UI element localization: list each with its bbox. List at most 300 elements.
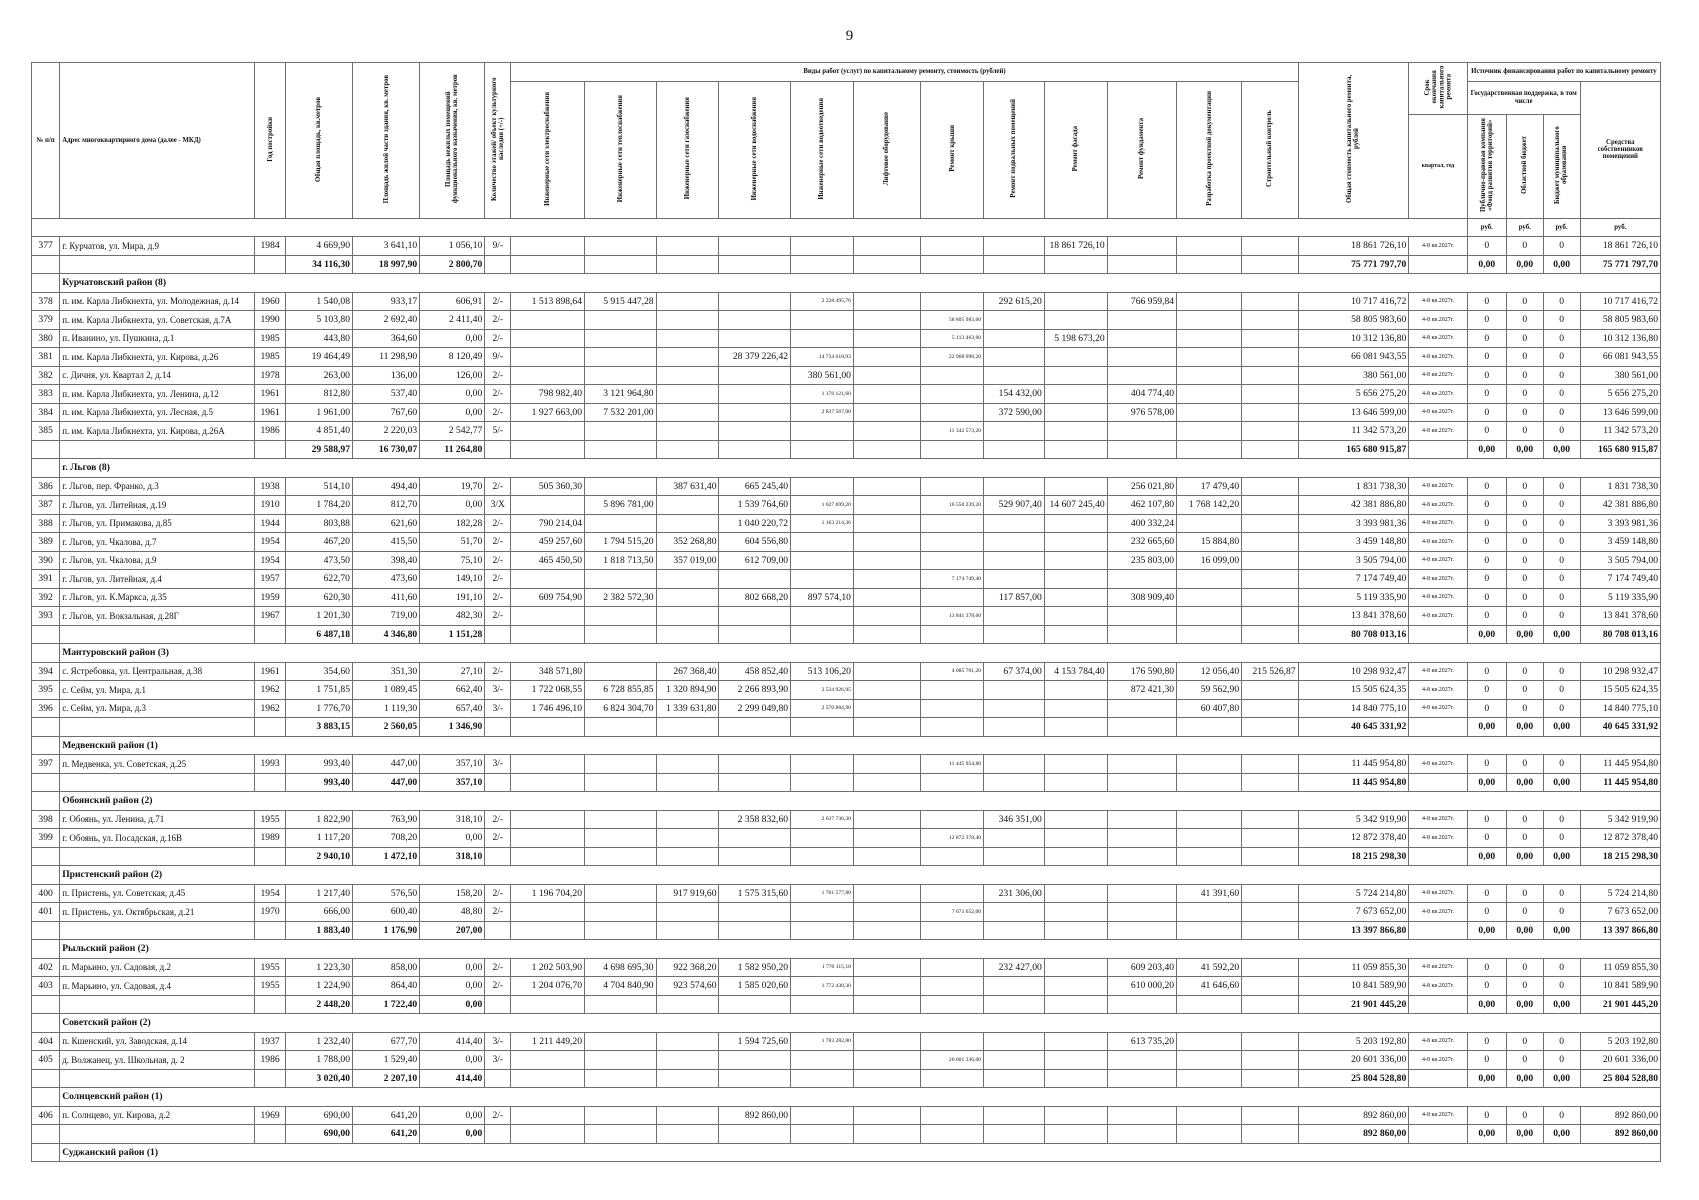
row-work-cost: 154 432,00 [984, 385, 1045, 404]
empty-cell [984, 255, 1045, 274]
row-work-cost: 462 107,80 [1107, 496, 1176, 515]
row-work-cost [1044, 366, 1107, 385]
row-work-cost [719, 385, 791, 404]
district-row [32, 1143, 1661, 1162]
empty-cell [1177, 995, 1242, 1014]
row-address: г. Льгов, пер. Франко, д.3 [60, 477, 255, 496]
subtotal-cost: 80 708 013,16 [1298, 625, 1409, 644]
row-work-cost [921, 1032, 984, 1051]
row-total-area: 1 784,20 [285, 496, 352, 515]
row-work-cost [1107, 366, 1176, 385]
row-work-cost [1107, 699, 1176, 718]
empty-cell [32, 255, 60, 274]
row-term: 4-8 кв.2027г. [1409, 292, 1468, 311]
row-number: 395 [32, 681, 60, 700]
row-fund-municipal: 0 [1543, 1032, 1580, 1051]
row-work-cost [1242, 829, 1299, 848]
row-work-cost [984, 237, 1045, 256]
row-total-cost: 5 203 192,80 [1298, 1032, 1409, 1051]
subtotal-row [32, 1125, 1661, 1144]
row-work-cost [853, 348, 920, 367]
row-total-area: 443,80 [285, 329, 352, 348]
row-owners-funds: 1 831 738,30 [1580, 477, 1660, 496]
row-floors: 2/- [485, 958, 511, 977]
row-fund-ppk: 0 [1467, 385, 1506, 404]
row-work-cost: 1 585 020,60 [719, 977, 791, 996]
row-year: 1993 [255, 755, 285, 774]
row-work-cost: 976 578,00 [1107, 403, 1176, 422]
table-row [32, 977, 1661, 996]
empty-cell [791, 995, 854, 1014]
row-work-cost [656, 1032, 719, 1051]
row-total-area: 1 223,30 [285, 958, 352, 977]
row-work-cost: 1 770 115,10 [791, 958, 854, 977]
subtotal-owners-funds: 21 901 445,20 [1580, 995, 1660, 1014]
row-work-cost [1242, 958, 1299, 977]
empty-cell [656, 921, 719, 940]
row-nonres-area: 48,80 [420, 903, 485, 922]
table-row [32, 385, 1661, 404]
row-floors: 3/- [485, 1051, 511, 1070]
empty-cell [32, 1069, 60, 1088]
subtotal-fund-ppk: 0,00 [1467, 847, 1506, 866]
row-fund-municipal: 0 [1543, 607, 1580, 626]
row-work-cost: 232 427,00 [984, 958, 1045, 977]
subtotal-fund-municipal: 0,00 [1543, 625, 1580, 644]
empty-cell [719, 847, 791, 866]
row-work-cost [791, 1051, 854, 1070]
col-work-facade-header: Ремонт фасада [1044, 81, 1107, 218]
row-fund-ppk: 0 [1467, 533, 1506, 552]
row-work-cost [1177, 311, 1242, 330]
row-work-cost [791, 903, 854, 922]
row-work-cost [1242, 903, 1299, 922]
row-work-cost: 1 594 725,60 [719, 1032, 791, 1051]
row-term: 4-8 кв.2027г. [1409, 1051, 1468, 1070]
col-work-gas-header: Инженерные сети газоснабжения [656, 81, 719, 218]
row-floors: 2/- [485, 329, 511, 348]
row-work-cost [853, 1032, 920, 1051]
row-fund-region: 0 [1506, 366, 1543, 385]
subtotal-fund-ppk: 0,00 [1467, 255, 1506, 274]
empty-cell [1177, 1125, 1242, 1144]
row-work-cost: 2 299 049,80 [719, 699, 791, 718]
row-work-cost [984, 977, 1045, 996]
district-row [32, 459, 1661, 478]
empty-cell [32, 736, 60, 755]
row-work-cost [1177, 829, 1242, 848]
row-owners-funds: 3 393 981,36 [1580, 514, 1660, 533]
row-term: 4-8 кв.2027г. [1409, 1032, 1468, 1051]
row-work-cost [1107, 422, 1176, 441]
row-term: 4-8 кв.2027г. [1409, 237, 1468, 256]
subtotal-fund-municipal: 0,00 [1543, 255, 1580, 274]
row-work-cost: 235 803,00 [1107, 551, 1176, 570]
row-work-cost [1044, 477, 1107, 496]
row-work-cost [853, 570, 920, 589]
subtotal-nonres-area: 414,40 [420, 1069, 485, 1088]
empty-cell [1044, 995, 1107, 1014]
row-address: п. Медвенка, ул. Советская, д.25 [60, 755, 255, 774]
subtotal-nonres-area: 357,10 [420, 773, 485, 792]
row-living-area: 473,60 [352, 570, 419, 589]
row-work-cost: 387 631,40 [656, 477, 719, 496]
subtotal-living-area: 4 346,80 [352, 625, 419, 644]
row-work-cost [656, 514, 719, 533]
empty-cell [1044, 440, 1107, 459]
row-work-cost: 609 203,40 [1107, 958, 1176, 977]
col-floors-header: Количество этажей/ объект культурного наследия (+/-) [485, 63, 511, 219]
subtotal-owners-funds: 18 215 298,30 [1580, 847, 1660, 866]
col-work-sewer-header: Инженерные сети водоотведения [791, 81, 854, 218]
row-work-cost: 372 590,00 [984, 403, 1045, 422]
table-row [32, 403, 1661, 422]
row-fund-ppk: 0 [1467, 366, 1506, 385]
row-address: с. Сейм, ул. Мира, д.1 [60, 681, 255, 700]
table-row [32, 1051, 1661, 1070]
row-work-cost: 3 121 964,80 [585, 385, 657, 404]
row-work-cost [511, 1051, 585, 1070]
row-total-cost: 13 841 378,60 [1298, 607, 1409, 626]
table-row [32, 1106, 1661, 1125]
row-work-cost [585, 884, 657, 903]
row-term: 4-8 кв.2027г. [1409, 348, 1468, 367]
row-living-area: 364,60 [352, 329, 419, 348]
empty-cell [1177, 1069, 1242, 1088]
row-work-cost [1107, 755, 1176, 774]
row-term: 4-8 кв.2027г. [1409, 496, 1468, 515]
row-work-cost: 2 266 893,90 [719, 681, 791, 700]
row-work-cost [1177, 366, 1242, 385]
row-work-cost [1177, 810, 1242, 829]
row-floors: 3/- [485, 681, 511, 700]
empty-cell [853, 1125, 920, 1144]
row-total-cost: 3 393 981,36 [1298, 514, 1409, 533]
row-work-cost [984, 755, 1045, 774]
row-work-cost [1242, 884, 1299, 903]
row-work-cost [1107, 607, 1176, 626]
row-total-cost: 58 805 983,60 [1298, 311, 1409, 330]
row-work-cost [656, 607, 719, 626]
row-year: 1954 [255, 533, 285, 552]
empty-cell [984, 1069, 1045, 1088]
empty-cell [656, 255, 719, 274]
row-work-cost [656, 829, 719, 848]
row-work-cost: 58 805 983,60 [921, 311, 984, 330]
row-nonres-area: 182,28 [420, 514, 485, 533]
empty-cell [1107, 440, 1176, 459]
row-work-cost: 2 534 926,95 [791, 681, 854, 700]
row-fund-region: 0 [1506, 348, 1543, 367]
subtotal-row [32, 440, 1661, 459]
subtotal-fund-region: 0,00 [1506, 1069, 1543, 1088]
unit-rub: руб. [1543, 218, 1580, 237]
row-fund-region: 0 [1506, 607, 1543, 626]
row-fund-region: 0 [1506, 551, 1543, 570]
empty-cell [511, 718, 585, 737]
row-nonres-area: 0,00 [420, 829, 485, 848]
row-work-cost [1242, 681, 1299, 700]
row-work-cost: 231 306,00 [984, 884, 1045, 903]
empty-cell [1409, 718, 1468, 737]
row-number: 405 [32, 1051, 60, 1070]
row-work-cost [585, 422, 657, 441]
row-work-cost [585, 570, 657, 589]
row-fund-region: 0 [1506, 588, 1543, 607]
row-living-area: 864,40 [352, 977, 419, 996]
empty-cell [1044, 773, 1107, 792]
row-fund-region: 0 [1506, 385, 1543, 404]
empty-cell [853, 921, 920, 940]
row-address: п. им. Карла Либкнехта, ул. Лесная, д.5 [60, 403, 255, 422]
row-owners-funds: 7 174 749,40 [1580, 570, 1660, 589]
row-work-cost [1044, 311, 1107, 330]
empty-cell [1107, 625, 1176, 644]
row-work-cost [1177, 607, 1242, 626]
row-work-cost [1044, 699, 1107, 718]
row-work-cost [853, 607, 920, 626]
row-work-cost: 798 982,40 [511, 385, 585, 404]
empty-cell [511, 1125, 585, 1144]
row-owners-funds: 5 656 275,20 [1580, 385, 1660, 404]
subtotal-fund-region: 0,00 [1506, 847, 1543, 866]
row-work-cost: 1 772 430,30 [791, 977, 854, 996]
table-header [32, 63, 1661, 237]
row-owners-funds: 13 841 378,60 [1580, 607, 1660, 626]
empty-cell [32, 773, 60, 792]
empty-cell [32, 459, 60, 478]
row-work-cost [853, 292, 920, 311]
row-owners-funds: 7 673 652,00 [1580, 903, 1660, 922]
row-work-cost: 1 339 631,80 [656, 699, 719, 718]
row-work-cost [719, 607, 791, 626]
row-total-area: 1 822,90 [285, 810, 352, 829]
row-work-cost [1107, 1051, 1176, 1070]
row-work-cost: 2 570 884,90 [791, 699, 854, 718]
row-work-cost [656, 496, 719, 515]
row-fund-region: 0 [1506, 292, 1543, 311]
row-work-cost: 12 056,40 [1177, 662, 1242, 681]
row-fund-region: 0 [1506, 755, 1543, 774]
row-term: 4-8 кв.2027г. [1409, 551, 1468, 570]
district-name: Обоянский район (2) [60, 792, 1661, 811]
table-row [32, 588, 1661, 607]
subtotal-nonres-area: 207,00 [420, 921, 485, 940]
row-work-cost [511, 348, 585, 367]
row-total-area: 622,70 [285, 570, 352, 589]
row-owners-funds: 12 872 378,40 [1580, 829, 1660, 848]
empty-cell [511, 773, 585, 792]
empty-cell [984, 440, 1045, 459]
row-floors: 2/- [485, 977, 511, 996]
district-name: Медвенский район (1) [60, 736, 1661, 755]
row-floors: 2/- [485, 903, 511, 922]
district-row [32, 940, 1661, 959]
row-total-cost: 5 342 919,90 [1298, 810, 1409, 829]
empty-cell [921, 995, 984, 1014]
empty-cell [656, 718, 719, 737]
row-fund-ppk: 0 [1467, 496, 1506, 515]
row-work-cost [791, 829, 854, 848]
row-work-cost: 7 532 201,00 [585, 403, 657, 422]
row-nonres-area: 149,10 [420, 570, 485, 589]
row-work-cost: 41 592,20 [1177, 958, 1242, 977]
row-total-area: 993,40 [285, 755, 352, 774]
empty-cell [585, 718, 657, 737]
row-year: 1954 [255, 551, 285, 570]
row-fund-ppk: 0 [1467, 477, 1506, 496]
row-owners-funds: 10 717 416,72 [1580, 292, 1660, 311]
col-work-foundation-header: Ремонт фундамента [1107, 81, 1176, 218]
col-work-elevator-header: Лифтовое оборудование [853, 81, 920, 218]
row-work-cost: 1 761 577,80 [791, 884, 854, 903]
district-name: Мантуровский район (3) [60, 644, 1661, 663]
row-total-cost: 13 646 599,00 [1298, 403, 1409, 422]
row-total-cost: 42 381 886,80 [1298, 496, 1409, 515]
empty-cell [32, 792, 60, 811]
row-total-cost: 12 872 378,40 [1298, 829, 1409, 848]
row-year: 1961 [255, 403, 285, 422]
row-work-cost [853, 903, 920, 922]
row-work-cost: 215 526,87 [1242, 662, 1299, 681]
empty-cell [921, 255, 984, 274]
col-fund-region-header: Областной бюджет [1506, 114, 1543, 218]
subtotal-fund-region: 0,00 [1506, 625, 1543, 644]
empty-cell [255, 625, 285, 644]
row-total-area: 514,10 [285, 477, 352, 496]
row-fund-municipal: 0 [1543, 311, 1580, 330]
row-year: 1955 [255, 958, 285, 977]
row-work-cost [1242, 755, 1299, 774]
row-fund-ppk: 0 [1467, 977, 1506, 996]
empty-cell [32, 921, 60, 940]
row-fund-region: 0 [1506, 958, 1543, 977]
row-living-area: 858,00 [352, 958, 419, 977]
row-total-cost: 3 459 148,80 [1298, 533, 1409, 552]
row-owners-funds: 5 342 919,90 [1580, 810, 1660, 829]
row-work-cost: 1 204 076,70 [511, 977, 585, 996]
row-living-area: 411,60 [352, 588, 419, 607]
row-fund-municipal: 0 [1543, 884, 1580, 903]
row-owners-funds: 892 860,00 [1580, 1106, 1660, 1125]
row-work-cost [511, 422, 585, 441]
table-row [32, 810, 1661, 829]
row-work-cost [791, 570, 854, 589]
row-work-cost: 1 202 503,90 [511, 958, 585, 977]
subtotal-fund-municipal: 0,00 [1543, 1069, 1580, 1088]
subtotal-fund-region: 0,00 [1506, 921, 1543, 940]
empty-cell [585, 921, 657, 940]
row-address: г. Льгов, ул. Литейная, д.19 [60, 496, 255, 515]
row-work-cost: 5 915 447,28 [585, 292, 657, 311]
empty-cell [511, 847, 585, 866]
row-work-cost [656, 237, 719, 256]
row-work-cost [1177, 1032, 1242, 1051]
row-total-area: 1 217,40 [285, 884, 352, 903]
row-owners-funds: 5 724 214,80 [1580, 884, 1660, 903]
row-owners-funds: 10 841 589,90 [1580, 977, 1660, 996]
empty-cell [791, 1125, 854, 1144]
row-work-cost [1044, 385, 1107, 404]
row-owners-funds: 5 203 192,80 [1580, 1032, 1660, 1051]
row-fund-municipal: 0 [1543, 755, 1580, 774]
col-term-header: Срок окончания капитального ремонта [1409, 63, 1468, 115]
empty-cell [511, 995, 585, 1014]
row-work-cost [1177, 292, 1242, 311]
row-work-cost [656, 366, 719, 385]
row-work-cost: 4 153 784,40 [1044, 662, 1107, 681]
row-work-cost [511, 329, 585, 348]
row-work-cost: 665 245,40 [719, 477, 791, 496]
row-year: 1954 [255, 884, 285, 903]
row-term: 4-8 кв.2027г. [1409, 533, 1468, 552]
row-work-cost [984, 329, 1045, 348]
empty-cell [853, 625, 920, 644]
row-floors: 3/- [485, 1032, 511, 1051]
row-work-cost [1242, 699, 1299, 718]
row-work-cost [984, 1051, 1045, 1070]
empty-cell [255, 995, 285, 1014]
empty-cell [585, 1069, 657, 1088]
row-work-cost [1044, 588, 1107, 607]
row-work-cost: 2 358 832,60 [719, 810, 791, 829]
empty-cell [791, 625, 854, 644]
row-work-cost [853, 366, 920, 385]
row-term: 4-8 кв.2027г. [1409, 385, 1468, 404]
row-work-cost: 1 211 449,20 [511, 1032, 585, 1051]
row-work-cost [853, 496, 920, 515]
row-fund-region: 0 [1506, 329, 1543, 348]
row-total-area: 263,00 [285, 366, 352, 385]
row-work-cost [921, 810, 984, 829]
row-work-cost [719, 237, 791, 256]
row-work-cost [791, 237, 854, 256]
row-work-cost [656, 755, 719, 774]
table-row [32, 477, 1661, 496]
row-living-area: 812,70 [352, 496, 419, 515]
subtotal-living-area: 16 730,07 [352, 440, 419, 459]
row-work-cost: 5 896 781,00 [585, 496, 657, 515]
row-number: 392 [32, 588, 60, 607]
subtotal-fund-municipal: 0,00 [1543, 773, 1580, 792]
subtotal-nonres-area: 11 264,80 [420, 440, 485, 459]
row-work-cost [1242, 237, 1299, 256]
row-number: 397 [32, 755, 60, 774]
row-term: 4-8 кв.2027г. [1409, 588, 1468, 607]
row-total-cost: 1 831 738,30 [1298, 477, 1409, 496]
row-work-cost [1177, 385, 1242, 404]
empty-cell [32, 718, 60, 737]
col-num-header: № п/п [32, 63, 60, 219]
row-work-cost [1242, 810, 1299, 829]
empty-cell [585, 255, 657, 274]
row-year: 1961 [255, 662, 285, 681]
row-work-cost [853, 385, 920, 404]
subtotal-row [32, 773, 1661, 792]
row-work-cost [984, 681, 1045, 700]
row-work-cost: 41 391,60 [1177, 884, 1242, 903]
row-work-cost: 15 884,80 [1177, 533, 1242, 552]
empty-cell [585, 847, 657, 866]
empty-cell [32, 995, 60, 1014]
row-address: г. Обоянь, ул. Ленина, д.71 [60, 810, 255, 829]
empty-cell [1409, 625, 1468, 644]
row-fund-region: 0 [1506, 477, 1543, 496]
row-owners-funds: 11 342 573,20 [1580, 422, 1660, 441]
row-address: п. им. Карла Либкнехта, ул. Советская, д.7А [60, 311, 255, 330]
row-fund-municipal: 0 [1543, 366, 1580, 385]
row-work-cost [984, 311, 1045, 330]
